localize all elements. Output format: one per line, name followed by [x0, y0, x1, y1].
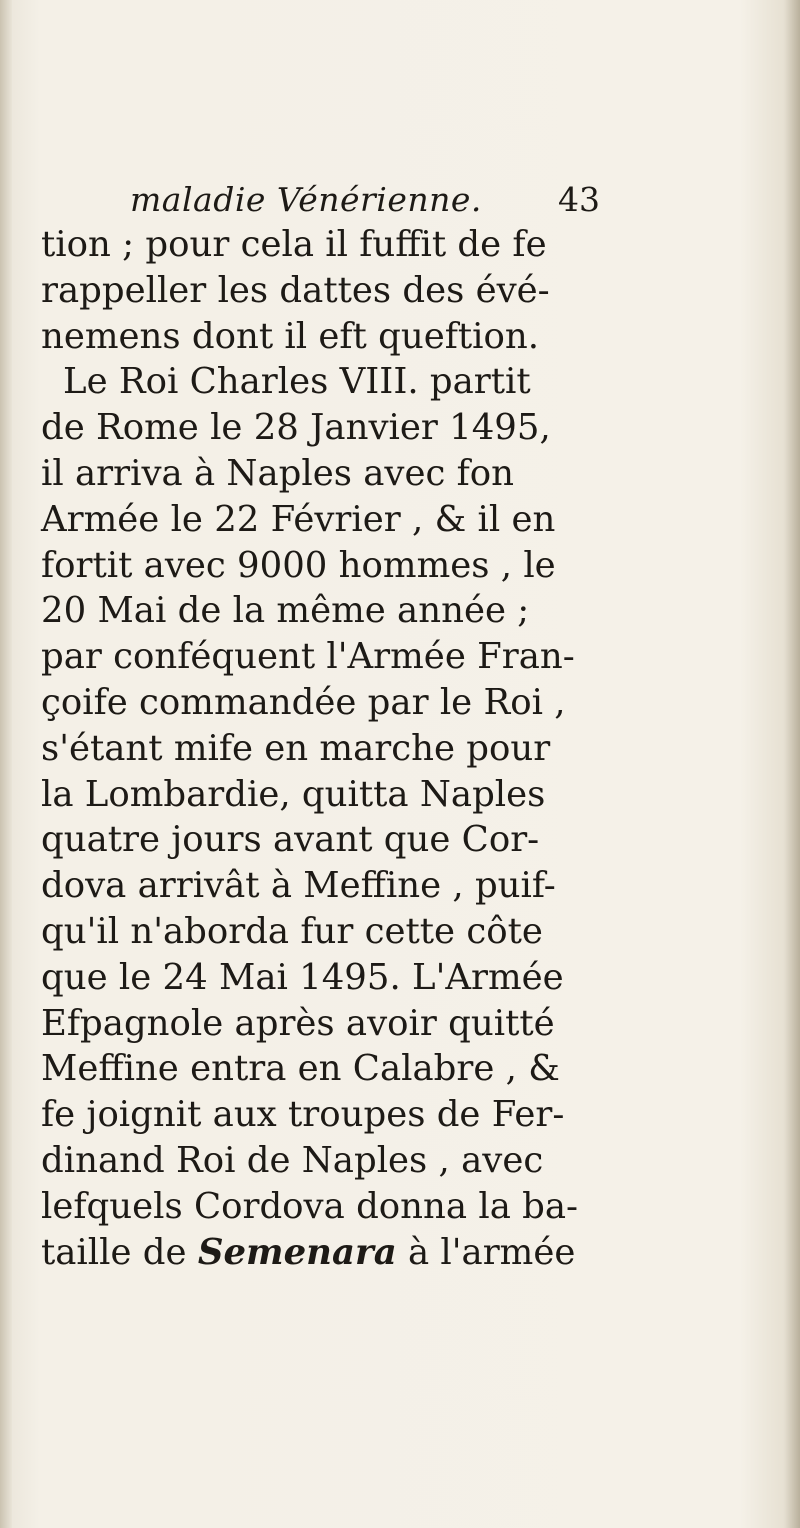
text-line: fortit avec 9000 hommes , le: [41, 544, 556, 586]
text-line: dova arrivât à Meffine , puif-: [41, 865, 556, 907]
text-line: nemens dont il eft queftion.: [41, 315, 539, 357]
text-line-last: [41, 1230, 601, 1276]
text-line: que le 24 Mai 1495. L'Armée: [41, 956, 564, 998]
text-line: qu'il n'aborda fur cette côte: [41, 910, 543, 952]
running-title: maladie Vénérienne.: [130, 180, 482, 219]
text-line: par conféquent l'Armée Fran-: [41, 636, 575, 678]
last-line-end: à l'armée: [396, 1231, 576, 1273]
last-line-start: taille de: [41, 1231, 198, 1273]
page-header: [130, 180, 600, 228]
text-line: Le Roi Charles VIII. partit: [63, 361, 531, 403]
text-line: quatre jours avant que Cor-: [41, 819, 540, 861]
text-line: Armée le 22 Février , & il en: [41, 498, 556, 540]
text-line: lefquels Cordova donna la ba-: [41, 1185, 579, 1227]
text-line: çoife commandée par le Roi ,: [41, 681, 566, 723]
page-number: 43: [558, 180, 600, 219]
text-line: la Lombardie, quitta Naples: [41, 773, 546, 815]
text-line: Efpagnole après avoir quitté: [41, 1002, 555, 1044]
place-name-italic: Semenara: [197, 1231, 397, 1273]
text-line: de Rome le 28 Janvier 1495,: [41, 407, 551, 449]
text-line: il arriva à Naples avec fon: [41, 452, 514, 494]
text-line: rappeller les dattes des évé-: [41, 269, 550, 311]
text-line: Meffine entra en Calabre , &: [41, 1048, 560, 1090]
page-right-edge: [784, 0, 800, 1528]
text-line: tion ; pour cela il fuffit de fe: [41, 224, 547, 265]
page-left-edge: [0, 0, 12, 1528]
text-line: s'étant mife en marche pour: [41, 727, 551, 769]
body-text: [41, 222, 601, 1275]
text-line: 20 Mai de la même année ;: [41, 590, 530, 632]
text-line: dinand Roi de Naples , avec: [41, 1139, 544, 1181]
text-line: fe joignit aux troupes de Fer-: [41, 1094, 565, 1136]
